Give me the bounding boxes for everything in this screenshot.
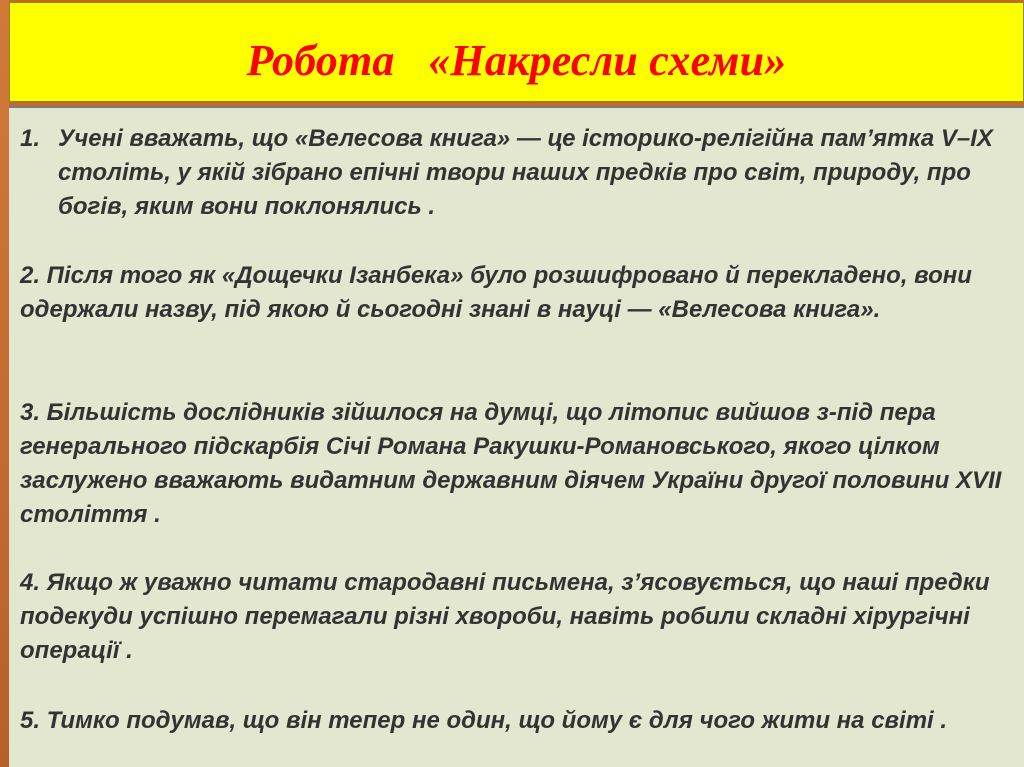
list-item-1-number: 1.	[20, 125, 41, 152]
list-item-1-text: Учені вважать, що «Велесова книга» — це історико-релігійна пам’ятка V–IX століть, у якій зібрано епічні твори наших предків про світ, природу, про богів, яким вони поклонялись .	[58, 125, 993, 220]
list-item-3: 3. Більшість дослідників зійшлося на думці, що літопис вийшов з-під пера генерального підскарбія Січі Романа Ракушки-Романовського, якого цілком заслужено вважають видатним державним діячем України другої половини XVII століття .	[20, 399, 1002, 528]
title-bar	[9, 2, 1024, 102]
list-item-5: 5. Тимко подумав, що він тепер не один, що йому є для чого жити на світі .	[20, 707, 948, 734]
content-area	[9, 106, 1024, 767]
list-item-4: 4. Якщо ж уважно читати стародавні письмена, з’ясовується, що наші предки подекуди успішно перемагали різні хвороби, навіть робили складні хірургічні операції .	[20, 569, 990, 664]
left-decor-strip	[0, 0, 9, 767]
list-item-2: 2. Після того як «Дощечки Ізанбека» було розшифровано й перекладено, вони одержали назву, під якою й сьогодні знані в науці — «Велесова книга».	[20, 262, 972, 323]
list-item-1	[20, 122, 1014, 224]
slide-title: Робота «Накресли схеми»	[246, 36, 787, 85]
